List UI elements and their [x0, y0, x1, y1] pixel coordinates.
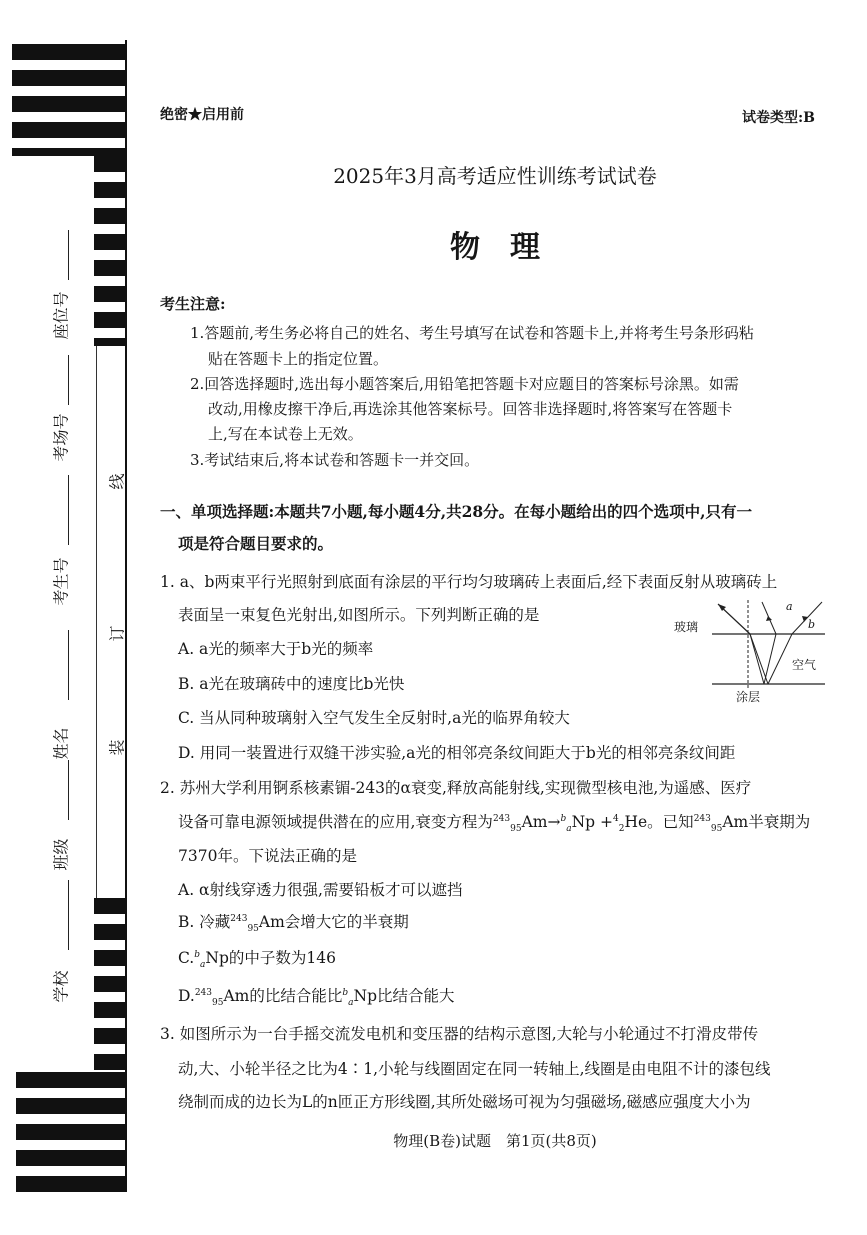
q1-stem: 1. a、b两束平行光照射到底面有涂层的平行均匀玻璃砖上表面后,经下表面反射从玻璃砖上	[160, 573, 778, 591]
q2-option-c-text: Np的中子数为146	[205, 949, 336, 967]
notice-line: 贴在答题卡上的指定位置。	[208, 350, 389, 368]
q2-option-c-text: C.	[178, 949, 195, 967]
q2-equation-part: Np +	[571, 813, 614, 831]
notice-line: 2.回答选择题时,选出每小题答案后,用铅笔把答题卡对应题目的答案标号涂黑。如需	[190, 375, 739, 393]
q1-option-b: B. a光在玻璃砖中的速度比b光快	[178, 675, 405, 693]
binding-stripes-lower	[94, 898, 126, 1072]
cut-mark-bind: 装	[107, 739, 127, 756]
q1-figure	[674, 596, 830, 706]
q2-stem: 7370年。下说法正确的是	[178, 847, 357, 865]
q2-option-a: A. α射线穿透力很强,需要铅板才可以遮挡	[178, 881, 463, 899]
q1-option-d: D. 用同一装置进行双缝干涉实验,a光的相邻亮条纹间距大于b光的相邻亮条纹间距	[178, 744, 736, 762]
candidate-number-blank	[68, 475, 69, 545]
reflected-ray-a	[750, 634, 764, 684]
glass-label: 玻璃	[674, 620, 699, 634]
q2-option-d: D.$^{243}_{95}$Am的比结合能比$^b_a$Np比结合能大	[178, 987, 455, 1009]
school-blank	[68, 880, 69, 950]
binding-stripes-top	[12, 44, 126, 156]
subject-title: 物 理	[450, 230, 540, 265]
section-heading: 项是符合题目要求的。	[178, 534, 334, 553]
q2-option-b-text: Am会增大它的半衰期	[258, 913, 409, 931]
q1-stem: 表面呈一束复色光射出,如图所示。下列判断正确的是	[178, 606, 540, 624]
seat-number-blank	[68, 230, 69, 280]
paper-type: 试卷类型:B	[742, 110, 816, 126]
section-heading: 一、单项选择题:本题共7小题,每小题4分,共28分。在每小题给出的四个选项中,只有一	[160, 502, 753, 521]
q2-equation-part: He。已知	[624, 813, 694, 831]
incoming-ray-b-glass	[768, 634, 792, 684]
notice-line: 1.答题前,考生务必将自己的姓名、考生号填写在试卷和答题卡上,并将考生号条形码粘	[190, 324, 754, 342]
name-label: 姓名	[51, 727, 71, 760]
coating-label: 涂层	[736, 690, 761, 704]
q2-stem: 2. 苏州大学利用锕系核素镅-243的α衰变,释放高能射线,实现微型核电池,为遥感、医疗	[160, 779, 752, 797]
q3-stem: 动,大、小轮半径之比为4∶1,小轮与线圈固定在同一转轴上,线圈是由电阻不计的漆包线	[178, 1060, 771, 1078]
binding-stripes-bottom	[16, 1072, 126, 1192]
air-label: 空气	[792, 658, 817, 672]
notice-line: 改动,用橡皮擦干净后,再选涂其他答案标号。回答非选择题时,将答案写在答题卡	[208, 400, 733, 418]
class-blank	[68, 760, 69, 820]
ray-b-label: b	[808, 618, 816, 631]
ray-a-arrowhead	[766, 616, 772, 621]
q2-stem-text: 设备可靠电源领域提供潜在的应用,衰变方程为	[178, 813, 493, 831]
q2-option-d-text: Np比结合能大	[353, 987, 455, 1005]
confidential-mark: 绝密★启用前	[160, 107, 244, 123]
q2-option-d-text: Am的比结合能比	[223, 987, 343, 1005]
binding-inner-line	[96, 346, 97, 898]
page-footer: 物理(B卷)试题 第1页(共8页)	[393, 1132, 597, 1150]
q2-option-b-text: B. 冷藏	[178, 913, 231, 931]
q2-option-d-text: D.	[178, 987, 195, 1005]
name-blank	[68, 630, 69, 700]
exam-room-label: 考场号	[51, 413, 71, 462]
exam-room-blank	[68, 355, 69, 405]
q2-stem: 设备可靠电源领域提供潜在的应用,衰变方程为$^{243}_{95}$Am→$^b_a$Np +$^4_2$He。已知$^{243}_{95}$Am半衰期为	[178, 813, 811, 835]
q2-option-c: C.$^b_a$Np的中子数为146	[178, 949, 336, 971]
q1-option-a: A. a光的频率大于b光的频率	[178, 640, 374, 658]
class-label: 班级	[51, 838, 71, 871]
q2-equation-part: Am→	[521, 813, 561, 831]
q3-stem: 绕制而成的边长为L的n匝正方形线圈,其所处磁场可视为匀强磁场,磁感应强度大小为	[178, 1093, 751, 1111]
exam-title: 2025年3月高考适应性训练考试试卷	[333, 164, 657, 188]
notice-line: 3.考试结束后,将本试卷和答题卡一并交回。	[190, 451, 480, 469]
candidate-number-label: 考生号	[51, 557, 71, 606]
q1-option-c: C. 当从同种玻璃射入空气发生全反射时,a光的临界角较大	[178, 709, 570, 727]
seat-number-label: 座位号	[51, 291, 71, 340]
cut-mark-staple: 订	[107, 625, 127, 642]
q2-stem-text: Am半衰期为	[722, 813, 811, 831]
ray-a-label: a	[786, 600, 793, 613]
binding-stripes-upper	[94, 156, 126, 346]
reflected-ray-b	[750, 634, 768, 684]
q3-stem: 3. 如图所示为一台手摇交流发电机和变压器的结构示意图,大轮与小轮通过不打滑皮带传	[160, 1025, 759, 1043]
cut-mark-line: 线	[107, 473, 127, 490]
notice-title: 考生注意:	[160, 295, 226, 313]
school-label: 学校	[51, 970, 71, 1003]
q2-option-b: B. 冷藏$^{243}_{95}$Am会增大它的半衰期	[178, 913, 409, 935]
notice-line: 上,写在本试卷上无效。	[208, 425, 363, 443]
